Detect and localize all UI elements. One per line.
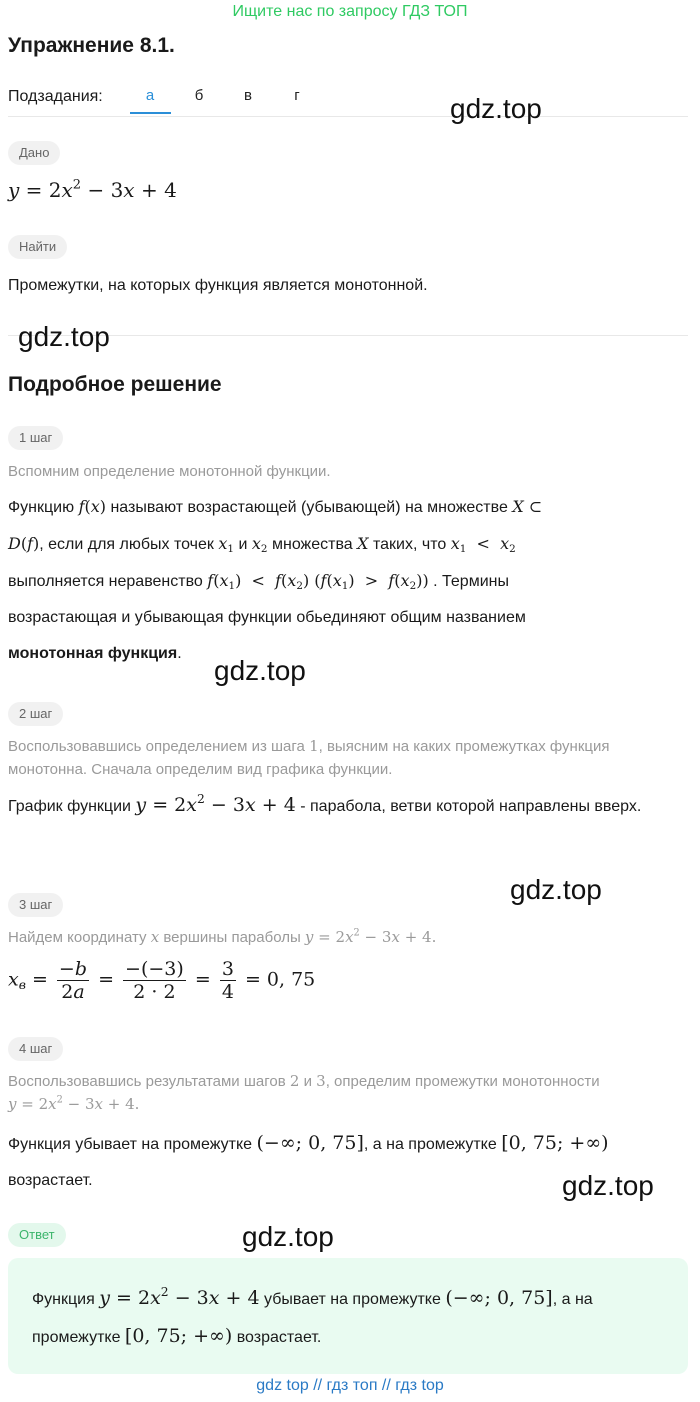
watermark: gdz.top bbox=[450, 93, 542, 124]
step-2-text: График функции $y = 2x^2 - 3x + 4$ - парабола, ветви которой направлены вверх. bbox=[8, 791, 642, 816]
step-4-text: Функция убывает на промежутке (−∞; 0, 75], а на промежутке [0, 75; +∞) возрастает. bbox=[8, 1132, 609, 1189]
step-1-hint: Вспомним определение монотонной функции. bbox=[8, 463, 331, 480]
tab-a[interactable]: а bbox=[145, 87, 155, 104]
watermark: gdz.top bbox=[242, 1221, 334, 1252]
tab-g[interactable]: г bbox=[294, 87, 300, 104]
watermark: gdz.top bbox=[510, 874, 602, 905]
step-2-badge: 2 шаг bbox=[8, 702, 63, 726]
answer-text: Функция $y = 2x^2 - 3x + 4$ убывает на промежутке (−∞; 0, 75], а на промежутке [0, 75; +∞) возрастает. bbox=[32, 1284, 593, 1347]
tab-v[interactable]: в bbox=[244, 87, 252, 104]
given-formula: $y = 2x^2 - 3x + 4$ bbox=[8, 177, 177, 202]
step-3-badge: 3 шаг bbox=[8, 893, 63, 917]
given-badge: Дано bbox=[8, 141, 60, 165]
step-3-formula: $x_в$ = $\frac{-b}{2a}$ = $\frac{-(-3)}{2 \cdot 2}$ = $\frac{3}{4}$ = 0, 75 bbox=[8, 958, 316, 1003]
subtasks-label: Подзадания: bbox=[8, 88, 103, 105]
watermark: gdz.top bbox=[18, 321, 110, 352]
step-1-text: Функцию f(x) называют возрастающей (убывающей) на множестве X ⊂ D(f), если для любых точек $x_1$ и $x_2$ множества X таких, что $x_1 < x_2$ выполняется неравенство $f(x_1) < f(x_2) (f(x_1) > f(x_2))$ . Термины возрастающая и убывающая функции обьединяют общим названием монотонная функция. bbox=[8, 497, 543, 662]
step-1-badge: 1 шаг bbox=[8, 426, 63, 450]
tabs-divider bbox=[8, 116, 688, 117]
watermark: gdz.top bbox=[562, 1170, 654, 1201]
step-2-hint: Воспользовавшись определением из шага 1, выясним на каких промежутках функция монотонна. Сначала определим вид графика функции. bbox=[8, 737, 610, 778]
footer-links[interactable]: gdz top // гдз топ // гдз top bbox=[256, 1377, 444, 1394]
answer-badge: Ответ bbox=[8, 1223, 66, 1247]
watermark: gdz.top bbox=[214, 655, 306, 686]
step-3-hint: Найдем координату x вершины параболы $y = 2x^2 - 3x + 4$. bbox=[8, 927, 437, 946]
promo-banner[interactable]: Ищите нас по запросу ГДЗ ТОП bbox=[232, 3, 468, 20]
step-4-badge: 4 шаг bbox=[8, 1037, 63, 1061]
active-tab-indicator bbox=[130, 112, 171, 114]
find-badge: Найти bbox=[8, 235, 67, 259]
solution-title: Подробное решение bbox=[8, 373, 222, 396]
step-4-hint: Воспользовавшись результатами шагов 2 и 3, определим промежутки монотонности $y = 2x^2 - 3x + 4$. bbox=[8, 1072, 600, 1113]
find-text: Промежутки, на которых функция является монотонной. bbox=[8, 277, 428, 294]
page-title: Упражнение 8.1. bbox=[8, 34, 175, 57]
tab-b[interactable]: б bbox=[194, 87, 204, 104]
section-divider bbox=[8, 335, 688, 336]
